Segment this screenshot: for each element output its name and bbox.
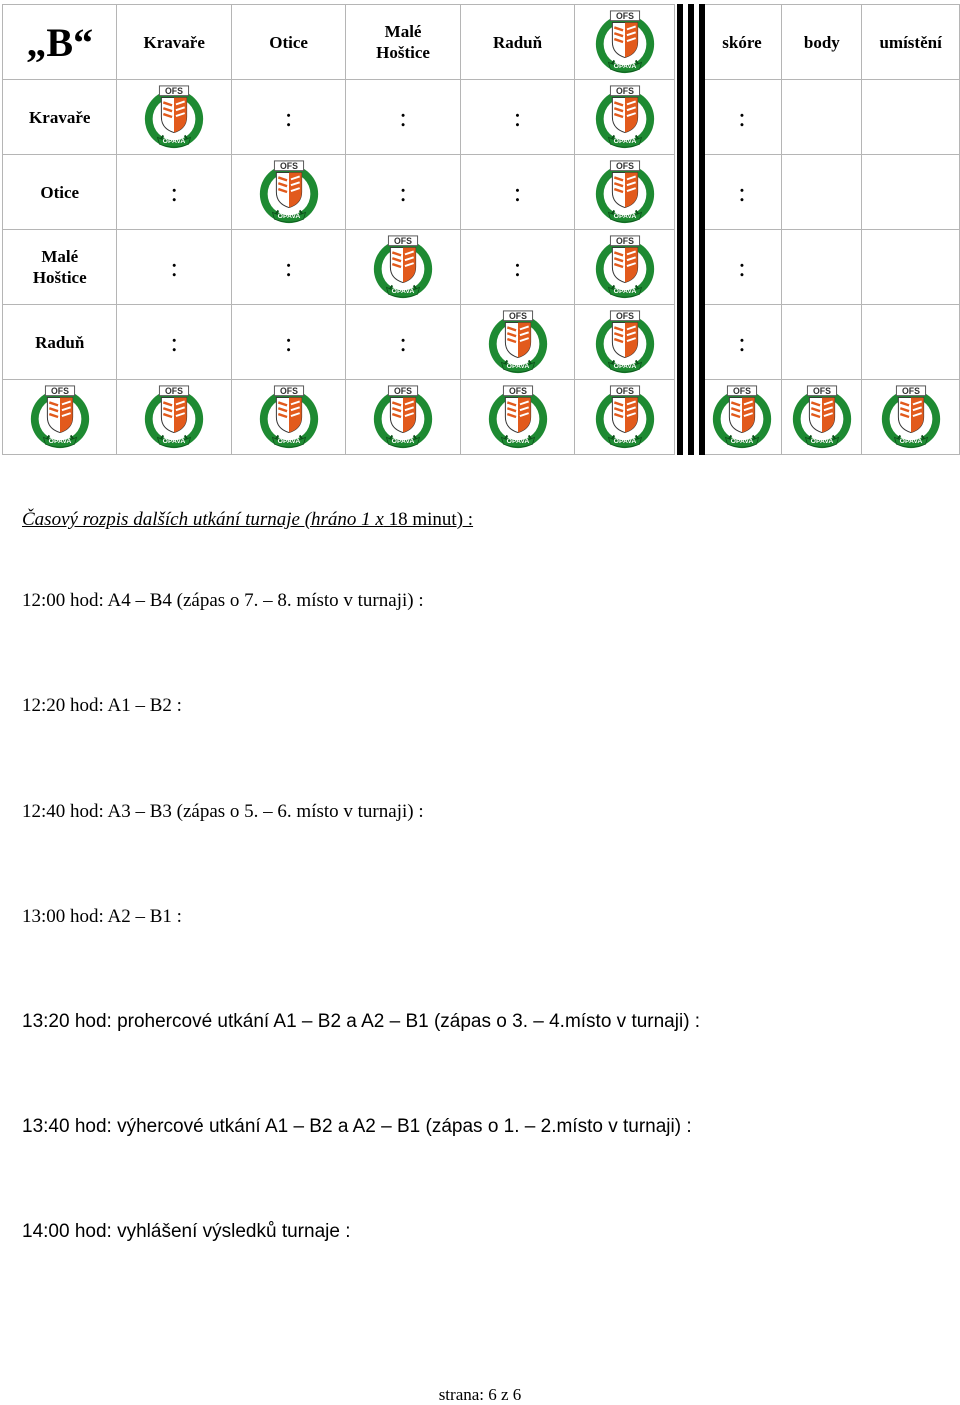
- header-team-3: [346, 5, 460, 80]
- ofs-opava-logo-icon: [591, 308, 659, 376]
- row-team-label: Raduň: [3, 305, 117, 380]
- ofs-opava-logo-icon: [255, 383, 323, 451]
- score-cell: :: [460, 155, 574, 230]
- points-cell: [782, 305, 862, 380]
- logo-cell: [460, 380, 574, 455]
- group-label: „B“: [3, 5, 117, 80]
- self-match-cell: [117, 80, 231, 155]
- schedule-line-4: 13:00 hod: A2 – B1 :: [22, 906, 182, 927]
- logo-cell: [702, 380, 782, 455]
- score-cell: :: [231, 80, 345, 155]
- black-divider-stripes: [677, 4, 705, 455]
- self-match-cell: [231, 155, 345, 230]
- ofs-opava-logo-icon: [484, 308, 552, 376]
- logo-cell: [346, 380, 460, 455]
- schedule-title-italic: Časový rozpis dalších utkání turnaje (hráno 1 x: [22, 509, 384, 530]
- ofs-opava-logo-icon: [591, 158, 659, 226]
- page-number: strana: 6 z 6: [438, 1385, 522, 1404]
- score-cell: :: [460, 80, 574, 155]
- score-cell: :: [117, 305, 231, 380]
- total-score-cell: :: [702, 80, 782, 155]
- header-rank: umístění: [862, 5, 960, 80]
- ofs-opava-logo-icon: [591, 233, 659, 301]
- row-team-label: Kravaře: [3, 80, 117, 155]
- score-cell: :: [231, 230, 345, 305]
- ofs-opava-logo-icon: [26, 383, 94, 451]
- row-team-label: Otice: [3, 155, 117, 230]
- logo-cell: [575, 380, 675, 455]
- logo-cell: [575, 230, 675, 305]
- logo-cell: [782, 380, 862, 455]
- row-team-3-label: Malé Hoštice: [32, 247, 87, 287]
- ofs-opava-logo-icon: [877, 383, 945, 451]
- header-score: skóre: [702, 5, 782, 80]
- ofs-opava-logo-icon: [484, 383, 552, 451]
- rank-cell: [862, 230, 960, 305]
- score-cell: :: [117, 230, 231, 305]
- divider-stripe: [699, 4, 705, 455]
- header-logo: [575, 5, 675, 80]
- logo-cell: [231, 380, 345, 455]
- ofs-opava-logo-icon: [708, 383, 776, 451]
- logo-cell: [575, 155, 675, 230]
- logo-row: [3, 380, 960, 455]
- row-team-label: [3, 230, 117, 305]
- logo-cell: [3, 380, 117, 455]
- divider-stripe: [688, 4, 694, 455]
- header-row: [3, 5, 960, 80]
- header-team-4: Raduň: [460, 5, 574, 80]
- ofs-opava-logo-icon: [591, 383, 659, 451]
- self-match-cell: [346, 230, 460, 305]
- logo-cell: [862, 380, 960, 455]
- header-team-1: Kravaře: [117, 5, 231, 80]
- ofs-opava-logo-icon: [788, 383, 856, 451]
- score-cell: :: [117, 155, 231, 230]
- group-table: [2, 4, 960, 455]
- schedule-line-2: 12:20 hod: A1 – B2 :: [22, 695, 182, 716]
- schedule-line-3: 12:40 hod: A3 – B3 (zápas o 5. – 6. místo v turnaji) :: [22, 801, 424, 822]
- header-team-3-label: Malé Hoštice: [376, 22, 430, 62]
- logo-cell: [117, 380, 231, 455]
- row-team-3: [3, 230, 960, 305]
- logo-cell: [575, 80, 675, 155]
- header-points: body: [782, 5, 862, 80]
- ofs-opava-logo-icon: [255, 158, 323, 226]
- row-team-1: [3, 80, 960, 155]
- divider-stripe: [677, 4, 683, 455]
- points-cell: [782, 230, 862, 305]
- rank-cell: [862, 155, 960, 230]
- row-team-4: [3, 305, 960, 380]
- score-cell: :: [460, 230, 574, 305]
- total-score-cell: :: [702, 305, 782, 380]
- schedule-title-rest: 18 minut) :: [383, 509, 474, 530]
- score-cell: :: [346, 155, 460, 230]
- ofs-opava-logo-icon: [140, 83, 208, 151]
- points-cell: [782, 80, 862, 155]
- ofs-opava-logo-icon: [591, 83, 659, 151]
- logo-cell: [575, 305, 675, 380]
- rank-cell: [862, 80, 960, 155]
- ofs-opava-logo-icon: [591, 8, 659, 76]
- schedule-title: [22, 509, 473, 531]
- rank-cell: [862, 305, 960, 380]
- row-team-2: [3, 155, 960, 230]
- total-score-cell: :: [702, 230, 782, 305]
- schedule-line-1: 12:00 hod: A4 – B4 (zápas o 7. – 8. místo v turnaji) :: [22, 590, 424, 611]
- score-cell: :: [231, 305, 345, 380]
- header-team-2: Otice: [231, 5, 345, 80]
- self-match-cell: [460, 305, 574, 380]
- ofs-opava-logo-icon: [140, 383, 208, 451]
- schedule-line-5: 13:20 hod: prohercové utkání A1 – B2 a A2 – B1 (zápas o 3. – 4.místo v turnaji) :: [22, 1011, 701, 1032]
- points-cell: [782, 155, 862, 230]
- score-cell: :: [346, 305, 460, 380]
- ofs-opava-logo-icon: [369, 383, 437, 451]
- schedule-line-6: 13:40 hod: výhercové utkání A1 – B2 a A2 – B1 (zápas o 1. – 2.místo v turnaji) :: [22, 1116, 692, 1137]
- schedule-line-7: 14:00 hod: vyhlášení výsledků turnaje :: [22, 1221, 351, 1242]
- score-cell: :: [346, 80, 460, 155]
- ofs-opava-logo-icon: [369, 233, 437, 301]
- total-score-cell: :: [702, 155, 782, 230]
